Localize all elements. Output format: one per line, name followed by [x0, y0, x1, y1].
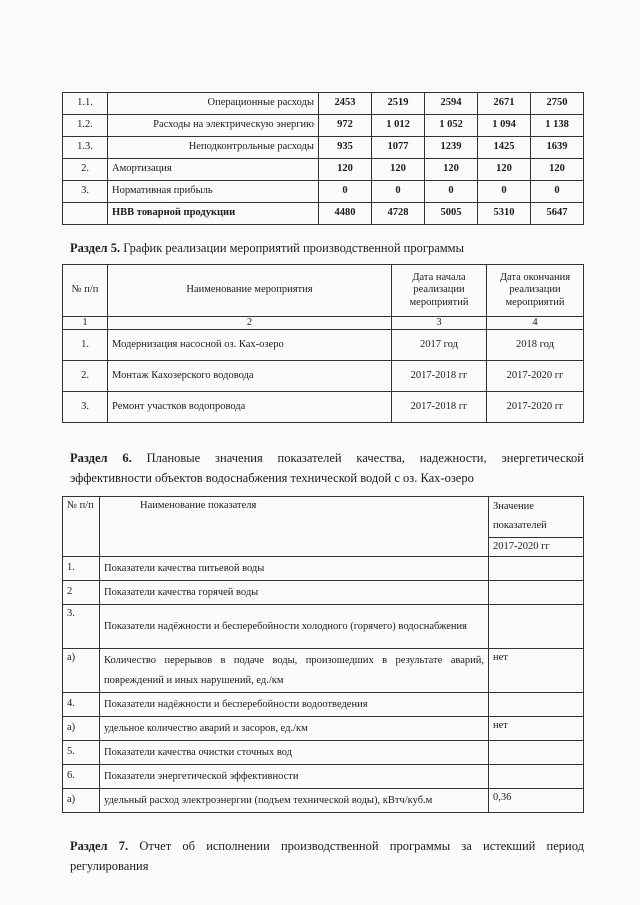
row-value: 0 [425, 181, 478, 203]
table-row [63, 159, 584, 181]
table-row [63, 765, 584, 789]
table-row [63, 93, 584, 115]
indicator-value: 0,36 [489, 789, 584, 813]
row-label: Неподконтрольные расходы [108, 137, 319, 159]
table-row [63, 392, 584, 423]
row-value: 1239 [425, 137, 478, 159]
row-value: 1077 [372, 137, 425, 159]
row-number: 3. [63, 181, 108, 203]
row-value: 2671 [478, 93, 531, 115]
col-number: 1 [63, 317, 108, 330]
table-row [63, 203, 584, 225]
row-value: 2453 [319, 93, 372, 115]
row-number: 1.3. [63, 137, 108, 159]
header-end: Дата окончания реализации мероприятий [487, 265, 584, 317]
row-value: 0 [319, 181, 372, 203]
start-date: 2017-2018 гг [392, 392, 487, 423]
col-number: 2 [108, 317, 392, 330]
row-label: Операционные расходы [108, 93, 319, 115]
indicator-value [489, 765, 584, 789]
row-value: 5647 [531, 203, 584, 225]
row-value: 1 012 [372, 115, 425, 137]
col-number: 4 [487, 317, 584, 330]
row-value: 1 094 [478, 115, 531, 137]
row-value: 0 [372, 181, 425, 203]
header-period: 2017-2020 гг [489, 538, 584, 557]
indicators-table [62, 496, 584, 813]
row-value: 5310 [478, 203, 531, 225]
indicator-value [489, 581, 584, 605]
row-number: 1.2. [63, 115, 108, 137]
row-label: Расходы на электрическую энергию [108, 115, 319, 137]
indicator-value [489, 741, 584, 765]
row-number [63, 203, 108, 225]
indicator-name: Количество перерывов в подаче воды, произошедших в результате аварий, повреждений и иных нарушений, ед./км [100, 649, 489, 693]
activity-name: Ремонт участков водопровода [108, 392, 392, 423]
indicator-name: удельное количество аварий и засоров, ед./км [100, 717, 489, 741]
row-label: НВВ товарной продукции [108, 203, 319, 225]
indicator-value [489, 557, 584, 581]
row-value: 5005 [425, 203, 478, 225]
row-value: 4480 [319, 203, 372, 225]
row-value: 1 052 [425, 115, 478, 137]
row-number: 5. [63, 741, 100, 765]
row-number: 1. [63, 330, 108, 361]
row-value: 4728 [372, 203, 425, 225]
row-value: 1425 [478, 137, 531, 159]
row-value: 120 [531, 159, 584, 181]
col-number: 3 [392, 317, 487, 330]
table-row [63, 557, 584, 581]
row-value: 120 [319, 159, 372, 181]
row-number: 2. [63, 361, 108, 392]
row-label: Амортизация [108, 159, 319, 181]
header-num: № п/п [63, 265, 108, 317]
row-number: 6. [63, 765, 100, 789]
indicator-name: Показатели качества очистки сточных вод [100, 741, 489, 765]
row-number: а) [63, 649, 100, 693]
row-value: 972 [319, 115, 372, 137]
table-row [63, 581, 584, 605]
row-number: 3. [63, 605, 100, 649]
indicator-name: удельный расход электроэнергии (подъем технической воды), кВтч/куб.м [100, 789, 489, 813]
costs-table [62, 92, 584, 225]
row-value: 120 [372, 159, 425, 181]
header-num: № п/п [63, 497, 100, 557]
section6-heading: Раздел 6. Плановые значения показателей качества, надежности, энергетической эффективности объектов водоснабжения технической водой с оз. Ках-озеро [70, 451, 585, 485]
row-value: 2750 [531, 93, 584, 115]
schedule-table [62, 264, 584, 423]
start-date: 2017-2018 гг [392, 361, 487, 392]
indicator-name: Показатели надёжности и бесперебойности водоотведения [100, 693, 489, 717]
row-number: 1. [63, 557, 100, 581]
table-row [63, 181, 584, 203]
row-number: 2 [63, 581, 100, 605]
header-value: Значение показателей [489, 497, 584, 538]
start-date: 2017 год [392, 330, 487, 361]
indicator-value [489, 693, 584, 717]
end-date: 2018 год [487, 330, 584, 361]
table-row [63, 693, 584, 717]
indicator-name: Показатели качества питьевой воды [100, 557, 489, 581]
row-value: 120 [425, 159, 478, 181]
table-row [63, 115, 584, 137]
row-value: 2519 [372, 93, 425, 115]
row-number: 2. [63, 159, 108, 181]
indicator-value [489, 605, 584, 649]
indicator-value: нет [489, 717, 584, 741]
table-row [63, 789, 584, 813]
row-value: 1639 [531, 137, 584, 159]
row-number: а) [63, 789, 100, 813]
row-number: 3. [63, 392, 108, 423]
table-row [63, 361, 584, 392]
section5-heading: Раздел 5. График реализации мероприятий производственной программы [70, 241, 464, 255]
header-name: Наименование мероприятия [108, 265, 392, 317]
row-value: 0 [478, 181, 531, 203]
row-value: 0 [531, 181, 584, 203]
activity-name: Модернизация насосной оз. Ках-озеро [108, 330, 392, 361]
table-row [63, 741, 584, 765]
end-date: 2017-2020 гг [487, 392, 584, 423]
row-value: 2594 [425, 93, 478, 115]
row-label: Нормативная прибыль [108, 181, 319, 203]
table-row [63, 717, 584, 741]
row-number: а) [63, 717, 100, 741]
activity-name: Монтаж Кахозерского водовода [108, 361, 392, 392]
indicator-name: Показатели надёжности и бесперебойности холодного (горячего) водоснабжения [100, 605, 489, 649]
indicator-name: Показатели энергетической эффективности [100, 765, 489, 789]
end-date: 2017-2020 гг [487, 361, 584, 392]
table-row [63, 330, 584, 361]
row-value: 120 [478, 159, 531, 181]
row-value: 935 [319, 137, 372, 159]
section7-heading: Раздел 7. Отчет об исполнении производственной программы за истекший период регулирования [70, 839, 584, 873]
header-start: Дата начала реализации мероприятий [392, 265, 487, 317]
table-row [63, 605, 584, 649]
row-value: 1 138 [531, 115, 584, 137]
header-name: Наименование показателя [100, 497, 489, 557]
table-row [63, 649, 584, 693]
indicator-name: Показатели качества горячей воды [100, 581, 489, 605]
row-number: 4. [63, 693, 100, 717]
indicator-value: нет [489, 649, 584, 693]
table-row [63, 137, 584, 159]
row-number: 1.1. [63, 93, 108, 115]
